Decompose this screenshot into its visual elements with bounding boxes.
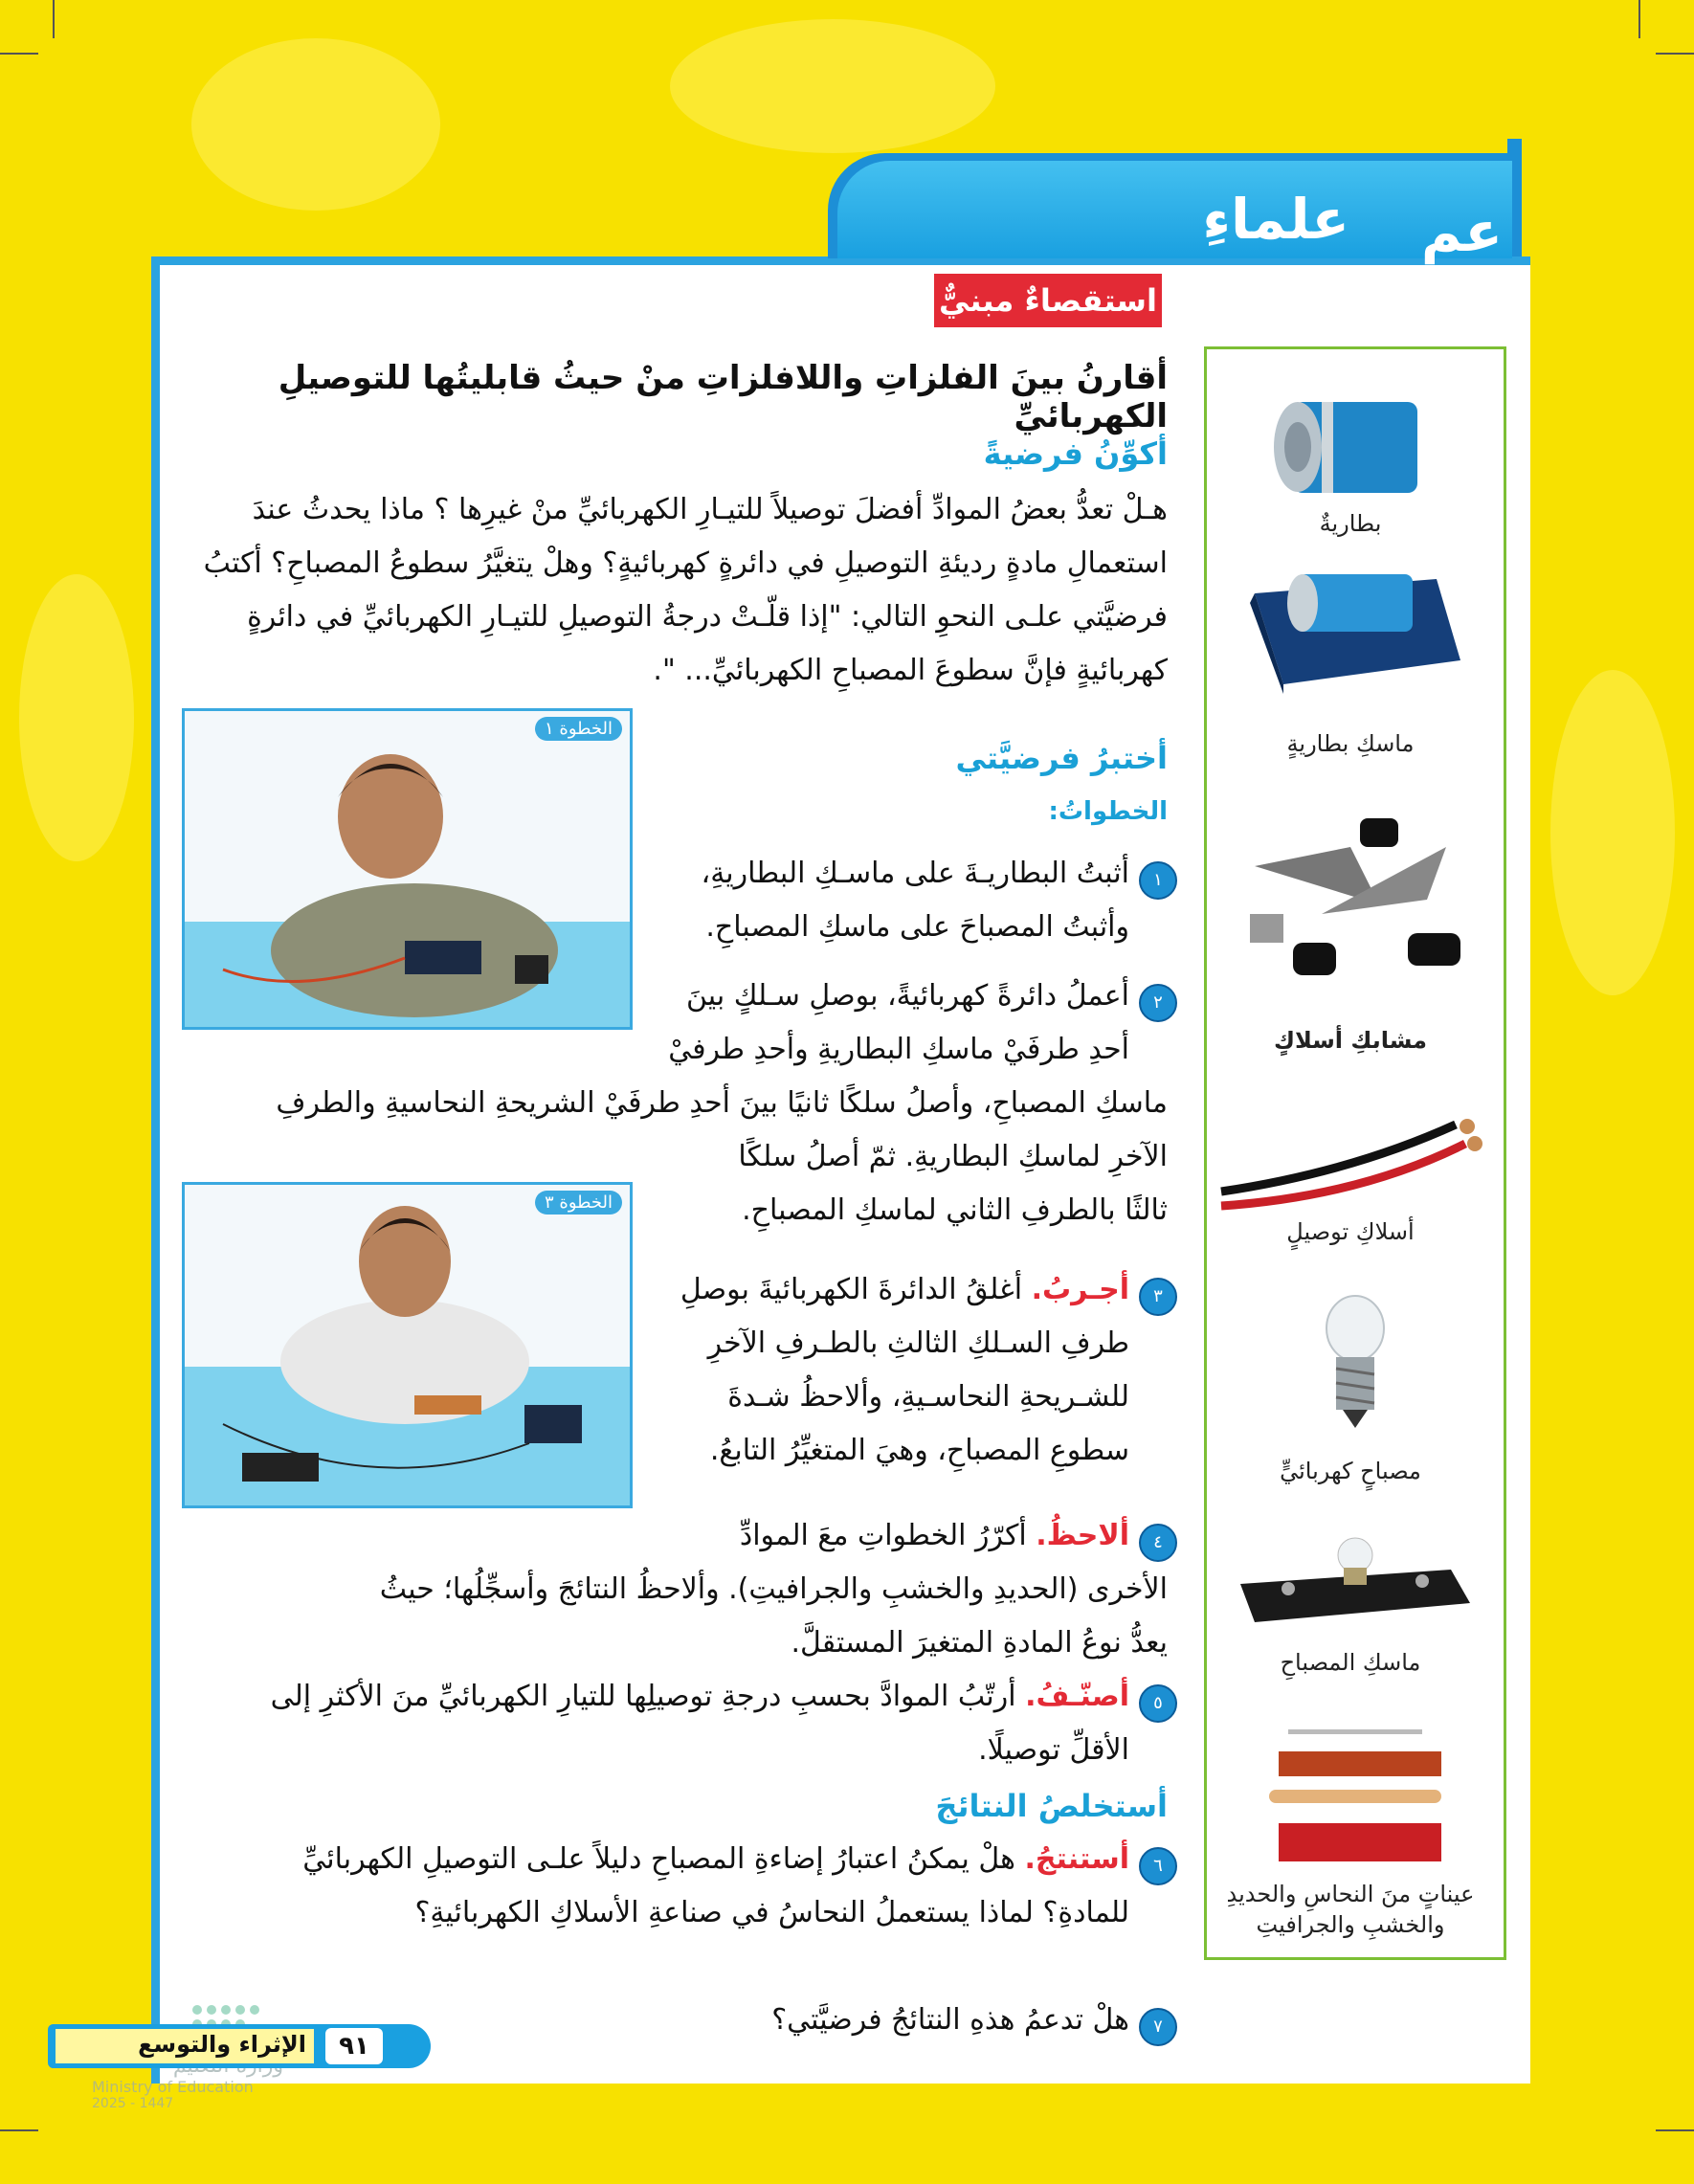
text-line: أستنتجُ. هلْ يمكنُ اعتبارُ إضاءةِ المصباحِ دليلاً علـى التوصيلِ الكهربائيِّ: [302, 1842, 1129, 1876]
step-number: ٢: [1139, 984, 1177, 1022]
background-blob: [19, 574, 134, 861]
alligator-clips-icon: [1236, 809, 1475, 991]
text-line: الأقلِّ توصيلًا.: [978, 1733, 1129, 1767]
step-1-text: [632, 847, 1129, 954]
step-number: ٣: [1139, 1278, 1177, 1316]
text-line: يعدُّ نوعُ المادةِ المتغيرَ المستقلَّ.: [791, 1626, 1168, 1660]
page-number: ٩١: [325, 2028, 383, 2064]
inquiry-label: استقصاءٌ مبنيٌّ: [934, 274, 1162, 327]
step-3-text: [632, 1263, 1129, 1478]
step-5-text: [153, 1670, 1129, 1777]
footer-title: الإثراء والتوسع: [138, 2031, 306, 2058]
step-number: ٦: [1139, 1847, 1177, 1885]
text-line: ألاحظُ. أكرّرُ الخطواتِ معَ الموادِّ: [739, 1519, 1129, 1552]
step-4-text: [593, 1509, 1129, 1563]
ministry-year: 2025 - 1447: [92, 2096, 174, 2111]
sidebar-item-label: مشابكِ أسلاكٍ: [1273, 1027, 1428, 1054]
step-1-photo: [182, 708, 633, 1030]
material-samples-icon: [1255, 1727, 1456, 1881]
step-4-text-cont: [163, 1563, 1168, 1670]
sidebar-item-label: أسلاكِ توصيلٍ: [1286, 1218, 1415, 1245]
page-footer: [48, 2024, 431, 2068]
text-line: استعمالِ مادةٍ رديئةِ التوصيلِ في دائرةٍ كهربائيةٍ؟ وهلْ يتغيَّرُ سطوعُ المصباحِ؟ أكتبُ: [203, 546, 1168, 580]
step-2-text-end: [670, 1130, 1168, 1237]
step-keyword: أستنتجُ.: [1024, 1842, 1129, 1876]
crop-mark: [1656, 2129, 1694, 2131]
header-tab: [828, 153, 1512, 264]
text-line: هلْ تدعمُ هذهِ النتائجُ فرضيَّتي؟: [771, 2003, 1129, 2037]
step-number: ١: [1139, 861, 1177, 900]
step-2-text: [632, 969, 1129, 1077]
crop-mark: [53, 0, 55, 38]
conclusion-heading: أستخلصُ النتائجَ: [935, 1788, 1168, 1824]
text-line: للشـريحةِ النحاسـيةِ، وألاحظُ شـدةَ: [727, 1380, 1129, 1414]
text-line: هـلْ تعدُّ بعضُ الموادِّ أفضلَ توصيلاً للتيـارِ الكهربائيِّ منْ غيرِها ؟ ماذا يحدثُ عندَ: [252, 493, 1168, 526]
text-line: طرفِ السـلكِ الثالثِ بالطـرفِ الآخرِ: [707, 1326, 1129, 1360]
wires-icon: [1216, 1105, 1494, 1230]
text-line: أجـربُ. أغلقُ الدائرةَ الكهربائيةَ بوصلِ: [680, 1273, 1129, 1306]
header-title-prefix: عم: [1420, 199, 1503, 264]
bulb-holder-icon: [1231, 1531, 1480, 1637]
bulb-icon: [1312, 1292, 1398, 1436]
step-2-text-cont: [163, 1077, 1168, 1130]
text-line: ماسكِ المصباحِ، وأصلُ سلكًا ثانيًا بينَ أحدِ طرفَيْ الشريحةِ النحاسيةِ والطرفِ: [276, 1086, 1168, 1120]
crop-mark: [1638, 0, 1640, 38]
crop-mark: [1656, 53, 1694, 55]
text-line: أحدِ طرفَيْ ماسكِ البطاريةِ وأحدِ طرفيْ: [668, 1033, 1129, 1066]
text-line: وأثبتُ المصباحَ على ماسكِ المصباحِ.: [705, 910, 1129, 944]
step-keyword: ألاحظُ.: [1036, 1519, 1129, 1552]
ministry-name-en: Ministry of Education: [92, 2078, 254, 2096]
step-number: ٥: [1139, 1684, 1177, 1723]
sidebar-item-label: والخشبِ والجرافيتِ: [1256, 1911, 1445, 1938]
step-number: ٧: [1139, 2008, 1177, 2046]
sidebar-item-label: عيناتٍ منَ النحاسِ والحديدِ: [1226, 1881, 1475, 1907]
battery-holder-icon: [1245, 555, 1465, 699]
text-line: الأخرى (الحديدِ والخشبِ والجرافيتِ). وألاحظُ النتائجَ وأسجِّلُها؛ حيثُ: [379, 1572, 1168, 1606]
text-line: أثبتُ البطاريـةَ على ماسـكِ البطاريةِ،: [701, 857, 1129, 890]
conclusion-6-text: [153, 1833, 1129, 1940]
crop-mark: [0, 53, 38, 55]
text-line: فرضيَّتي علـى النحوِ التالي: "إذا قلّـتْ درجةُ التوصيلِ للتيـارِ الكهربائيِّ في دائرةٍ: [247, 600, 1168, 634]
background-blob: [670, 19, 995, 153]
sidebar-item-label: ماسكِ بطاريةٍ: [1286, 730, 1415, 757]
boy-with-circuit-image: [185, 711, 630, 1027]
background-blob: [191, 38, 440, 211]
text-line: أعملُ دائرةً كهربائيةً، بوصلِ سـلكٍ بينَ: [685, 979, 1129, 1013]
test-heading: أختبرُ فرضيَّتي: [955, 740, 1168, 776]
step-badge: الخطوة ١: [535, 717, 622, 741]
hypothesis-paragraph: [172, 483, 1168, 698]
hypothesis-heading: أكوِّنُ فرضيةً: [983, 435, 1168, 472]
sidebar-item-label: بطاريةٌ: [1319, 510, 1382, 537]
step-keyword: أجـربُ.: [1031, 1273, 1129, 1306]
step-number: ٤: [1139, 1524, 1177, 1562]
background-blob: [1550, 670, 1675, 995]
sidebar-item-label: مصباحٍ كهربائيٍّ: [1280, 1458, 1421, 1484]
steps-heading: الخطواتُ:: [1048, 797, 1168, 826]
step-badge: الخطوة ٣: [535, 1191, 622, 1215]
materials-sidebar: [1204, 346, 1506, 1960]
text-line: ثالثًا بالطرفِ الثاني لماسكِ المصباحِ.: [742, 1193, 1168, 1227]
header-title: علماءِ: [1202, 187, 1349, 252]
text-line: الآخرِ لماسكِ البطاريةِ. ثمّ أصلُ سلكًا: [738, 1140, 1168, 1173]
crop-mark: [0, 2129, 38, 2131]
step-3-photo: [182, 1182, 633, 1508]
boy-closing-circuit-image: [185, 1185, 630, 1505]
battery-icon: [1264, 388, 1446, 502]
step-keyword: أصنّـفُ.: [1025, 1680, 1129, 1713]
text-line: كهربائيةٍ فإنَّ سطوعَ المصباحِ الكهربائيِّ... ".: [653, 654, 1168, 687]
text-line: للمادةِ؟ لماذا يستعملُ النحاسُ في صناعةِ الأسلاكِ الكهربائيةِ؟: [414, 1896, 1129, 1929]
sidebar-item-label: ماسكِ المصباحِ: [1280, 1649, 1421, 1676]
conclusion-7-text: [459, 1994, 1129, 2047]
text-line: أصنّـفُ. أرتّبُ الموادَّ بحسبِ درجةِ توصيلِها للتيارِ الكهربائيِّ منَ الأكثرِ إلى: [270, 1680, 1129, 1713]
lesson-question: أقارنُ بينَ الفلزاتِ واللافلزاتِ منْ حيثُ قابليتُها للتوصيلِ الكهربائيِّ: [278, 359, 1168, 435]
text-line: سطوعِ المصباحِ، وهيَ المتغيِّرُ التابعُ.: [709, 1434, 1129, 1467]
